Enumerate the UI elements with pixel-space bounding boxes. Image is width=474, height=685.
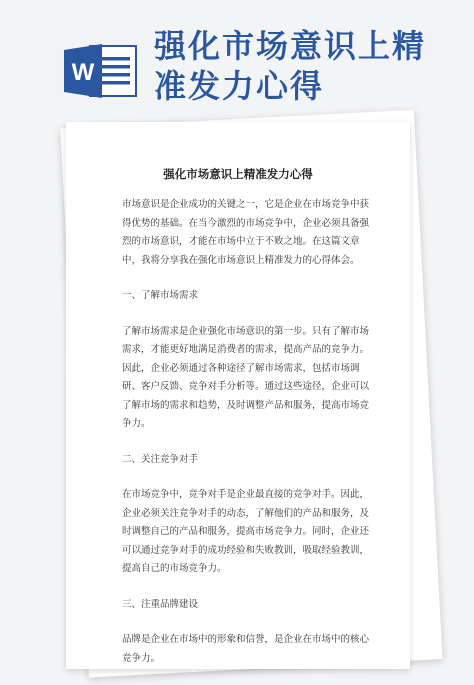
document-body xyxy=(122,196,378,685)
intro-paragraph: 市场意识是企业成功的关键之一，它是企业在市场竞争中获得优势的基础。在当今激烈的市场竞争中，企业必须具备强烈的市场意识，才能在市场中立于不败之地。在这篇文章中，我将分享我在强化市场意识上精准发力的心得体会。 xyxy=(122,199,370,266)
section2-paragraph: 在市场竞争中，竞争对手是企业最直接的竞争对手。因此，企业必须关注竞争对手的动态，了解他们的产品和服务，及时调整自己的产品和服务，提高市场竞争力。同时，企业还可以通过竞争对手的成功经验和失败教训，吸取经验教训，提高自己的市场竞争力。 xyxy=(122,489,370,574)
header-title-line1: 强化市场意识上精 xyxy=(154,27,427,65)
section3-heading: 三、注重品牌建设 xyxy=(122,598,199,610)
section3-paragraph: 品牌是企业在市场中的形象和信誉，是企业在市场中的核心竞争力。 xyxy=(122,634,370,664)
document-page xyxy=(66,122,410,669)
header-title-line2: 准发力心得 xyxy=(154,67,325,105)
document-title: 强化市场意识上精准发力心得 xyxy=(163,167,313,181)
header-banner xyxy=(0,0,474,110)
section2-heading: 二、关注竞争对手 xyxy=(122,453,199,465)
header-title xyxy=(154,26,454,106)
section1-heading: 一、了解市场需求 xyxy=(122,290,199,301)
word-logo-letter: W xyxy=(71,59,95,86)
word-document-icon xyxy=(64,44,138,98)
section1-paragraph: 了解市场需求是企业强化市场意识的第一步。只有了解市场需求，才能更好地满足消费者的需求，提高产品的竞争力。因此，企业必须通过各种途径了解市场需求，包括市场调研、客户反馈、竞争对手分析等。通过这些途径，企业可以了解市场的需求和趋势，及时调整产品和服务，提高市场竞争力。 xyxy=(122,325,370,429)
